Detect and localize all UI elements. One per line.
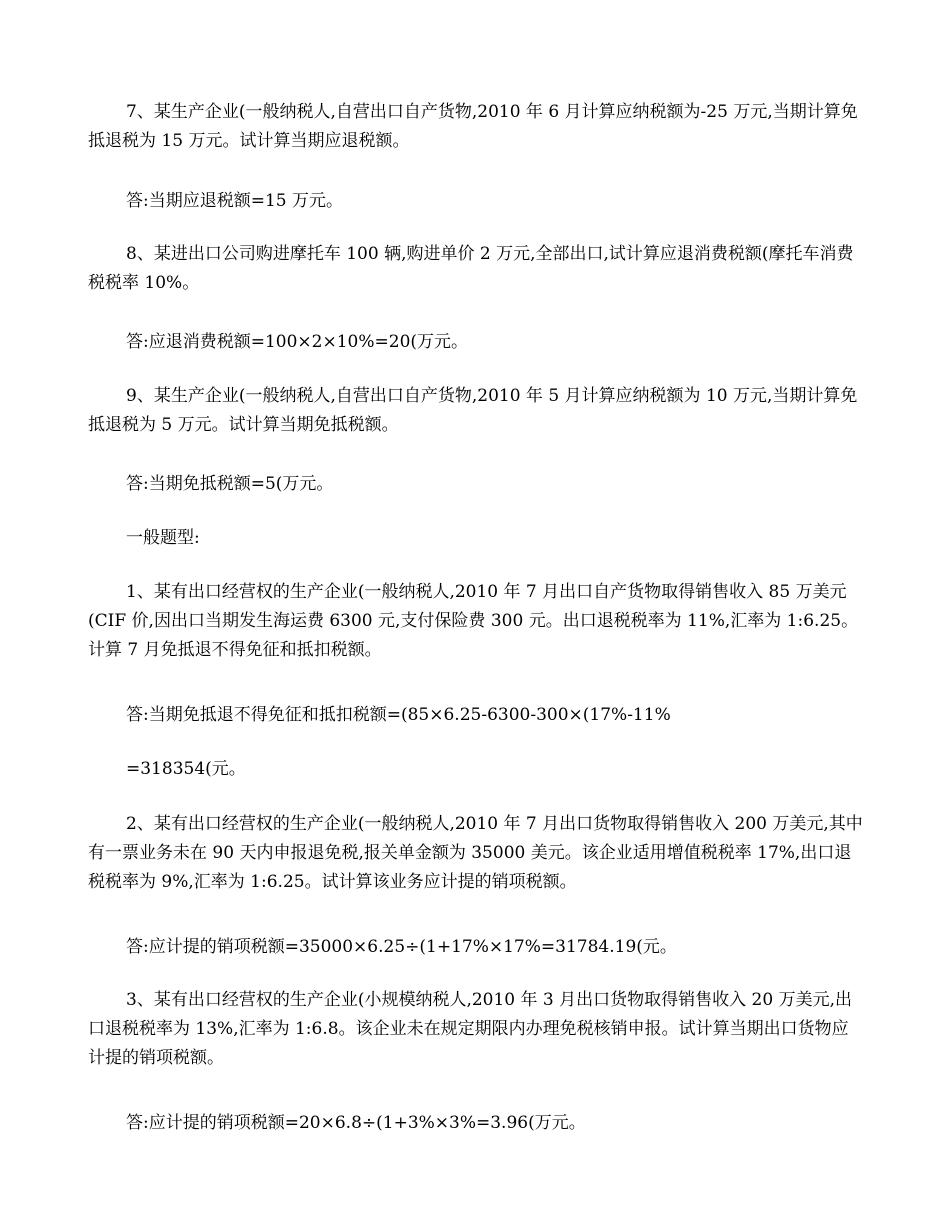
question-7: 7、某生产企业(一般纳税人,自营出口自产货物,2010 年 6 月计算应纳税额为-25 万元,当期计算免抵退税为 15 万元。试计算当期应退税额。 <box>88 102 858 151</box>
general-answer-1: 答:当期免抵退不得免征和抵扣税额=(85×6.25-6300-300×(17%-11% <box>126 705 671 725</box>
answer-7: 答:当期应退税额=15 万元。 <box>126 191 344 211</box>
answer-8: 答:应退消费税额=100×2×10%=20(万元。 <box>126 332 469 352</box>
answer-9: 答:当期免抵税额=5(万元。 <box>126 474 334 494</box>
general-answer-3: 答:应计提的销项税额=20×6.8÷(1+3%×3%=3.96(万元。 <box>126 1113 586 1133</box>
general-answer-1-result: =318354(元。 <box>126 759 246 779</box>
general-question-3: 3、某有出口经营权的生产企业(小规模纳税人,2010 年 3 月出口货物取得销售收入 20 万美元,出口退税税率为 13%,汇率为 1:6.8。该企业未在规定期限内办理免税核销申报。试计算当期出口货物应计提的销项税额。 <box>88 990 852 1068</box>
general-answer-2: 答:应计提的销项税额=35000×6.25÷(1+17%×17%=31784.19(元。 <box>126 937 677 957</box>
section-heading: 一般题型: <box>126 528 200 548</box>
question-9: 9、某生产企业(一般纳税人,自营出口自产货物,2010 年 5 月计算应纳税额为 10 万元,当期计算免抵退税为 5 万元。试计算当期免抵税额。 <box>88 386 858 435</box>
question-8: 8、某进出口公司购进摩托车 100 辆,购进单价 2 万元,全部出口,试计算应退消费税额(摩托车消费税税率 10%。 <box>88 244 854 293</box>
general-question-2: 2、某有出口经营权的生产企业(一般纳税人,2010 年 7 月出口货物取得销售收入 200 万美元,其中有一票业务未在 90 天内申报退免税,报关单金额为 35000 美元。该企业适用增值税税率 17%,出口退税税率为 9%,汇率为 1:6.25。试计算该业务应计提的销项税额。 <box>88 814 863 892</box>
general-question-1: 1、某有出口经营权的生产企业(一般纳税人,2010 年 7 月出口自产货物取得销售收入 85 万美元(CIF 价,因出口当期发生海运费 6300 元,支付保险费 300 元。出口退税税率为 11%,汇率为 1:6.25。计算 7 月免抵退不得免征和抵扣税额。 <box>88 582 859 660</box>
